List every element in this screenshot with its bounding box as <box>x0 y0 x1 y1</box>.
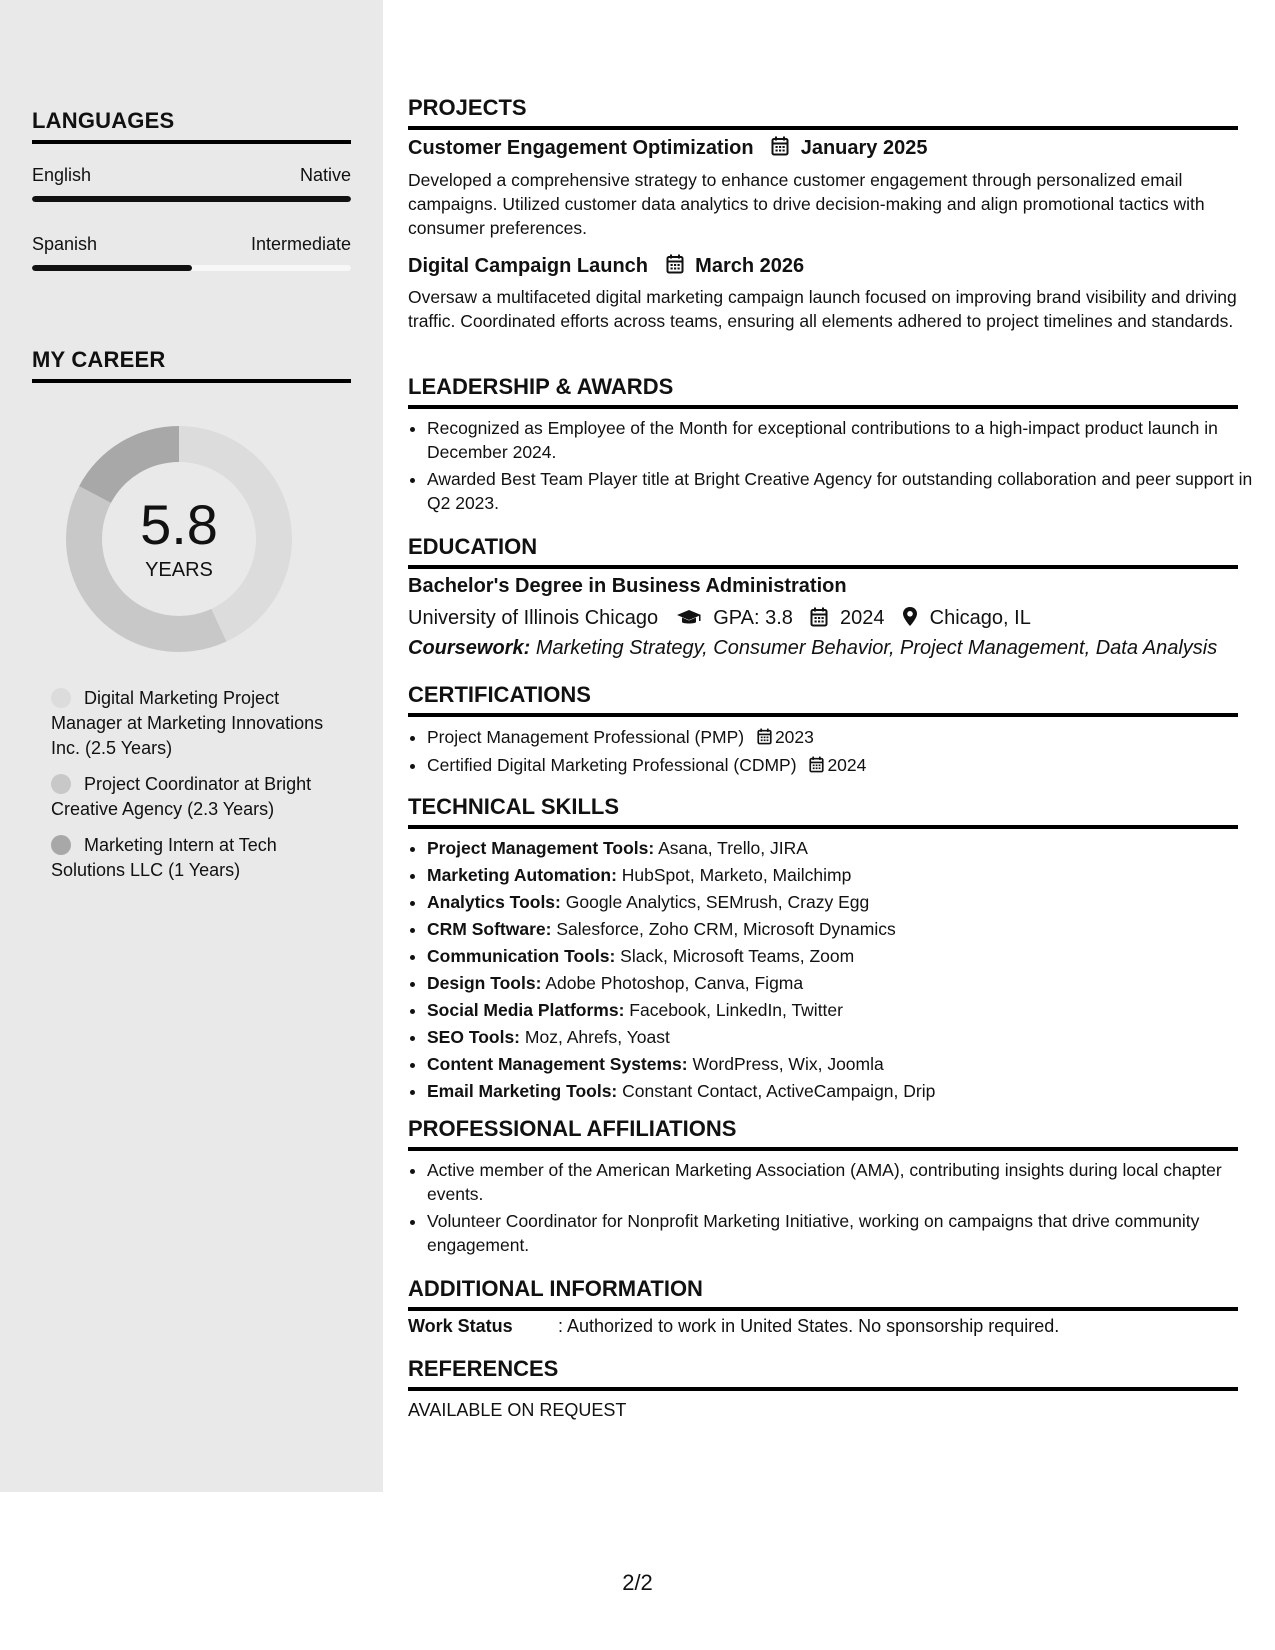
language-name: Spanish <box>32 234 98 254</box>
references-text: AVAILABLE ON REQUEST <box>408 1400 627 1420</box>
skill-value: Facebook, LinkedIn, Twitter <box>629 1000 843 1020</box>
skill-value: Slack, Microsoft Teams, Zoom <box>620 946 855 966</box>
list-item <box>427 1052 1259 1076</box>
language-bar-english <box>32 196 351 202</box>
project-title-row <box>408 254 804 280</box>
graduation-cap-icon <box>676 609 702 633</box>
project-date: March 2026 <box>695 255 805 277</box>
sidebar <box>0 0 383 1492</box>
skill-value: Constant Contact, ActiveCampaign, Drip <box>622 1081 936 1101</box>
skill-label: Project Management Tools: <box>427 838 655 858</box>
calendar-icon <box>666 254 684 280</box>
certifications-list <box>408 725 1259 782</box>
education-location: Chicago, IL <box>929 607 1031 629</box>
certification-year: 2024 <box>827 755 867 775</box>
career-heading: MY CAREER <box>32 347 351 383</box>
skills-list <box>408 836 1259 1106</box>
affiliations-list <box>408 1158 1259 1260</box>
list-item <box>427 971 1259 995</box>
list-item: • Awarded Best Team Player title at Bright Creative Agency for outstanding collaboration and peer support in Q2 2023. <box>427 467 1259 515</box>
skill-label: Email Marketing Tools: <box>427 1081 618 1101</box>
career-item-label: Project Coordinator at Bright Creative Agency (2.3 Years) <box>51 774 312 819</box>
legend-dot-icon <box>51 774 71 794</box>
career-donut-chart <box>66 426 292 652</box>
career-item <box>51 772 341 822</box>
skill-label: Social Media Platforms: <box>427 1000 625 1020</box>
additional-heading: ADDITIONAL INFORMATION <box>408 1276 1238 1311</box>
legend-dot-icon <box>51 688 71 708</box>
skill-label: SEO Tools: <box>427 1027 521 1047</box>
skill-label: Content Management Systems: <box>427 1054 688 1074</box>
calendar-icon <box>810 607 828 633</box>
project-title: Customer Engagement Optimization <box>408 137 754 159</box>
list-item <box>427 944 1259 968</box>
certifications-heading: CERTIFICATIONS <box>408 682 1238 717</box>
list-item: • Volunteer Coordinator for Nonprofit Marketing Initiative, working on campaigns that drive community engagement. <box>427 1209 1259 1257</box>
list-item <box>427 753 1259 779</box>
list-item <box>427 725 1259 751</box>
work-status-key: Work Status <box>408 1316 513 1336</box>
education-year: 2024 <box>840 607 885 629</box>
affiliations-heading: PROFESSIONAL AFFILIATIONS <box>408 1116 1238 1151</box>
donut-center <box>66 426 292 652</box>
language-bar-spanish <box>32 265 351 271</box>
list-item <box>427 917 1259 941</box>
projects-heading: PROJECTS <box>408 95 1238 130</box>
list-item <box>427 998 1259 1022</box>
education-degree: Bachelor's Degree in Business Administration <box>408 575 847 597</box>
certification-year: 2023 <box>774 727 814 747</box>
list-item <box>427 890 1259 914</box>
education-heading: EDUCATION <box>408 534 1238 569</box>
skill-label: Communication Tools: <box>427 946 616 966</box>
skill-value: Google Analytics, SEMrush, Crazy Egg <box>565 892 870 912</box>
certification-name: Certified Digital Marketing Professional (CDMP) <box>427 755 797 775</box>
skill-value: Salesforce, Zoho CRM, Microsoft Dynamics <box>556 919 896 939</box>
leadership-list <box>408 416 1259 518</box>
education-school: University of Illinois Chicago <box>408 607 659 629</box>
languages-heading: LANGUAGES <box>32 108 351 144</box>
career-item-label: Digital Marketing Project Manager at Marketing Innovations Inc. (2.5 Years) <box>51 688 324 758</box>
skill-label: CRM Software: <box>427 919 552 939</box>
coursework-list: Marketing Strategy, Consumer Behavior, Project Management, Data Analysis <box>535 637 1218 659</box>
language-level: Intermediate <box>250 234 351 254</box>
legend-dot-icon <box>51 835 71 855</box>
work-status-value: : Authorized to work in United States. No sponsorship required. <box>558 1316 1060 1336</box>
career-total-years: 5.8 <box>140 492 218 556</box>
references-heading: REFERENCES <box>408 1356 1238 1391</box>
project-title-row <box>408 136 927 162</box>
skill-value: HubSpot, Marketo, Mailchimp <box>621 865 852 885</box>
language-row-english <box>32 165 351 186</box>
list-item <box>427 836 1259 860</box>
career-item <box>51 686 341 761</box>
language-bar-fill <box>32 196 351 202</box>
coursework-label: Coursework: <box>408 637 531 659</box>
page-number: 2/2 <box>622 1570 653 1595</box>
project-description: Oversaw a multifaceted digital marketing campaign launch focused on improving brand visibility and driving traffic. Coordinated efforts across teams, ensuring all elements adhered to project timelines and standards. <box>408 287 1237 331</box>
skill-value: Adobe Photoshop, Canva, Figma <box>545 973 804 993</box>
list-item <box>427 1025 1259 1049</box>
list-item <box>427 1079 1259 1103</box>
project-title: Digital Campaign Launch <box>408 255 649 277</box>
skill-label: Design Tools: <box>427 973 542 993</box>
skill-value: WordPress, Wix, Joomla <box>692 1054 884 1074</box>
skill-value: Asana, Trello, JIRA <box>658 838 808 858</box>
education-details <box>408 606 1031 633</box>
list-item: • Recognized as Employee of the Month for exceptional contributions to a high-impact product launch in December 2024. <box>427 416 1259 464</box>
list-item <box>427 863 1259 887</box>
location-pin-icon <box>902 606 918 633</box>
leadership-heading: LEADERSHIP & AWARDS <box>408 374 1238 409</box>
project-description: Developed a comprehensive strategy to enhance customer engagement through personalized email campaigns. Utilized customer data analytics to drive decision-making and align promotional tactics with consumer preferences. <box>408 170 1205 238</box>
skill-label: Marketing Automation: <box>427 865 617 885</box>
education-coursework <box>408 637 1217 660</box>
list-item: • Active member of the American Marketing Association (AMA), contributing insights during local chapter events. <box>427 1158 1259 1206</box>
certification-name: Project Management Professional (PMP) <box>427 727 745 747</box>
skill-value: Moz, Ahrefs, Yoast <box>524 1027 670 1047</box>
career-total-unit: YEARS <box>145 558 213 581</box>
career-item <box>51 833 341 883</box>
language-name: English <box>32 165 92 185</box>
language-level: Native <box>299 165 351 185</box>
language-row-spanish <box>32 234 351 255</box>
work-status-row <box>408 1316 1059 1337</box>
project-date: January 2025 <box>800 137 928 159</box>
education-gpa: GPA: 3.8 <box>713 607 793 629</box>
career-list <box>51 686 341 894</box>
skill-label: Analytics Tools: <box>427 892 561 912</box>
career-item-label: Marketing Intern at Tech Solutions LLC (1 Years) <box>51 835 277 880</box>
calendar-icon <box>757 727 772 751</box>
skills-heading: TECHNICAL SKILLS <box>408 794 1238 829</box>
calendar-icon <box>771 136 789 162</box>
language-bar-fill <box>32 265 192 271</box>
calendar-icon <box>809 755 824 779</box>
